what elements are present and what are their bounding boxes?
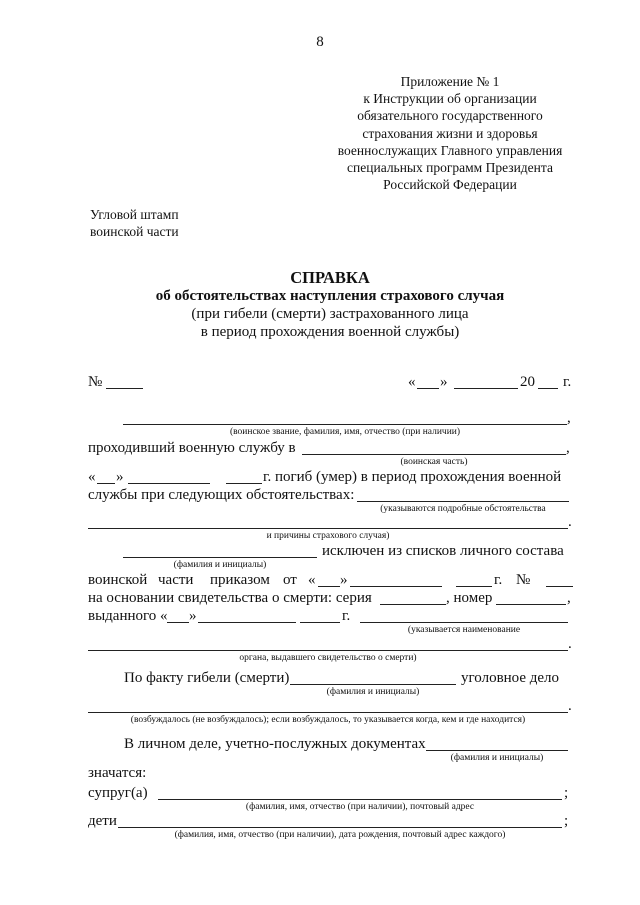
- appendix-line: специальных программ Президента: [347, 160, 553, 176]
- caption-name: (фамилия и инициалы): [450, 753, 544, 763]
- issuer-field[interactable]: [360, 622, 568, 623]
- period: .: [568, 514, 572, 530]
- order-number-field[interactable]: [546, 586, 573, 587]
- order-word: приказом: [210, 572, 270, 588]
- certificate-number-label: , номер: [446, 590, 493, 606]
- page-number: 8: [316, 34, 324, 50]
- number-label: №: [88, 374, 103, 390]
- rank-name-field[interactable]: [123, 424, 567, 425]
- date-day-field[interactable]: [417, 388, 439, 389]
- caption-name-of: (указывается наименование: [407, 625, 521, 635]
- appendix-line: военнослужащих Главного управления: [337, 142, 563, 158]
- spouse-label: супруг(а): [88, 785, 148, 801]
- comma: ,: [566, 440, 570, 456]
- document-subtitle: об обстоятельствах наступления страхового случая: [155, 288, 505, 304]
- appendix-line: Приложение № 1: [400, 74, 500, 89]
- issued-month-field[interactable]: [198, 622, 296, 623]
- death-year-field[interactable]: [226, 483, 262, 484]
- caption-name: (фамилия и инициалы): [326, 687, 420, 697]
- caption-circumstances: (указываются подробные обстоятельства: [380, 504, 546, 514]
- spouse-field[interactable]: [158, 799, 562, 800]
- criminal-case-field[interactable]: [88, 712, 568, 713]
- order-word: части: [158, 572, 194, 588]
- order-number-sign: №: [516, 572, 531, 588]
- date-month-field[interactable]: [454, 388, 518, 389]
- appendix-block: [320, 73, 580, 193]
- appendix-line: страхования жизни и здоровья: [362, 125, 538, 141]
- fact-name-field[interactable]: [290, 684, 456, 685]
- stamp-line: воинской части: [90, 224, 179, 239]
- personal-file-text: В личном деле, учетно-послужных документах: [124, 736, 426, 752]
- period: .: [568, 698, 572, 714]
- military-unit-field[interactable]: [302, 454, 566, 455]
- appendix-line: Российской Федерации: [383, 177, 517, 193]
- caption-case: (возбуждалось (не возбуждалось); если возбуждалось, то указывается когда, кем и где находится): [130, 715, 526, 725]
- order-year-suffix: г.: [494, 572, 503, 588]
- death-month-field[interactable]: [128, 483, 210, 484]
- issued-day-field[interactable]: [167, 622, 189, 623]
- number-field[interactable]: [106, 388, 143, 389]
- appendix-line: обязательного государственного: [357, 108, 543, 124]
- issued-year-suffix: г.: [342, 608, 351, 624]
- order-day-field[interactable]: [318, 586, 340, 587]
- date-year-field[interactable]: [538, 388, 558, 389]
- certificate-number-field[interactable]: [496, 604, 566, 605]
- caption-unit: (воинская часть): [400, 457, 468, 467]
- circumstances-field[interactable]: [357, 501, 569, 502]
- issued-text: выданного «: [88, 608, 168, 624]
- circumstances-field-2[interactable]: [88, 528, 568, 529]
- children-field[interactable]: [118, 827, 562, 828]
- children-label: дети: [88, 813, 117, 829]
- caption-spouse: (фамилия, имя, отчество (при наличии), почтовый адрес: [245, 802, 475, 812]
- personal-file-name-field[interactable]: [426, 750, 568, 751]
- died-text: г. погиб (умер) в период прохождения военной: [263, 469, 562, 485]
- order-year-field[interactable]: [456, 586, 492, 587]
- served-label: проходивший военную службу в: [88, 440, 296, 456]
- order-quote-close: »: [340, 572, 348, 588]
- fact-text: По факту гибели (смерти): [124, 670, 290, 686]
- appendix-line: к Инструкции об организации: [363, 91, 537, 107]
- date-quote-open: «: [408, 374, 416, 390]
- death-quote-open: «: [88, 469, 96, 485]
- date-quote-close: »: [440, 374, 448, 390]
- listed-label: значатся:: [88, 765, 147, 781]
- semicolon: ;: [564, 785, 569, 801]
- caption-rank: (воинское звание, фамилия, имя, отчество (при наличии): [229, 427, 461, 437]
- title-note-1: (при гибели (смерти) застрахованного лица: [191, 306, 469, 322]
- year-suffix: г.: [563, 374, 572, 390]
- death-quote-close: »: [116, 469, 124, 485]
- excluded-text: исключен из списков личного состава: [322, 543, 564, 559]
- certificate-text: на основании свидетельства о смерти: серия: [88, 590, 372, 606]
- death-day-field[interactable]: [97, 483, 115, 484]
- order-word: от: [283, 572, 297, 588]
- issued-year-field[interactable]: [300, 622, 340, 623]
- corner-stamp: [90, 206, 179, 240]
- year-prefix: 20: [520, 374, 535, 390]
- comma: ,: [567, 410, 571, 426]
- issued-quote-close: »: [189, 608, 197, 624]
- order-month-field[interactable]: [350, 586, 442, 587]
- caption-name: (фамилия и инициалы): [173, 560, 267, 570]
- comma: ,: [567, 590, 571, 606]
- criminal-case-text: уголовное дело: [461, 670, 560, 686]
- caption-causes: и причины страхового случая): [266, 531, 390, 541]
- certificate-series-field[interactable]: [380, 604, 446, 605]
- title-note-2: в период прохождения военной службы): [200, 324, 460, 340]
- document-title: СПРАВКА: [290, 268, 370, 287]
- order-quote-open: «: [308, 572, 316, 588]
- caption-children: (фамилия, имя, отчество (при наличии), дата рождения, почтовый адрес каждого): [174, 830, 506, 840]
- order-word: воинской: [88, 572, 148, 588]
- excluded-name-field[interactable]: [123, 557, 317, 558]
- caption-issuing-organ: органа, выдавшего свидетельство о смерти): [239, 653, 417, 663]
- semicolon: ;: [564, 813, 569, 829]
- stamp-line: Угловой штамп: [90, 207, 179, 222]
- period: .: [568, 636, 572, 652]
- issuer-field-2[interactable]: [88, 650, 568, 651]
- circumstances-label: службы при следующих обстоятельствах:: [88, 487, 355, 503]
